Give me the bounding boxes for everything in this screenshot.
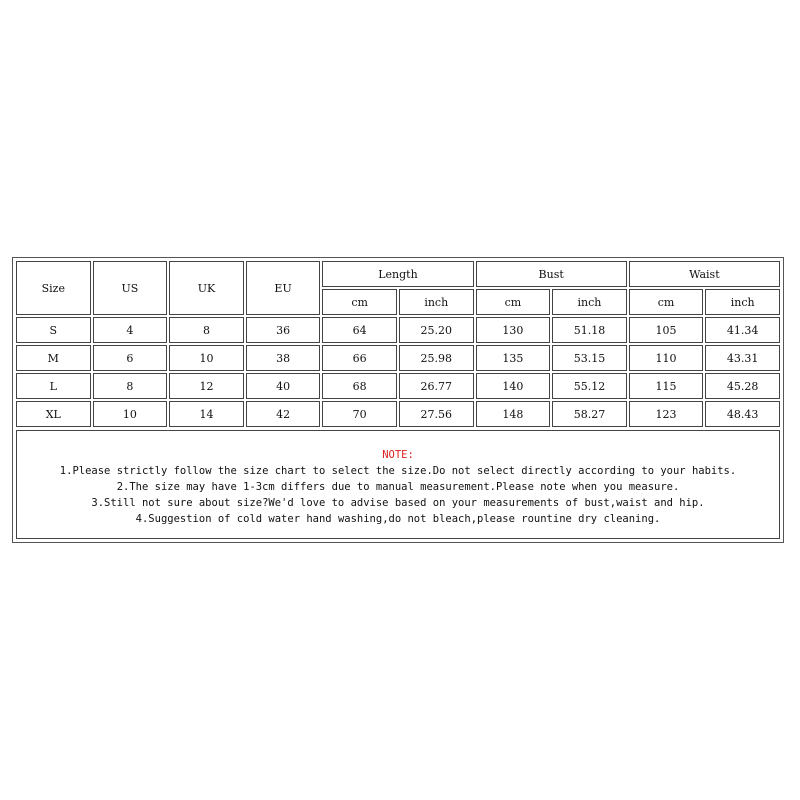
note-box: [16, 430, 780, 539]
header-bust-cm: cm: [476, 289, 551, 315]
cell-eu: 42: [246, 401, 321, 427]
header-us: US: [93, 261, 168, 315]
header-size: Size: [16, 261, 91, 315]
note-title: NOTE:: [382, 449, 414, 461]
cell-waist-inch: 45.28: [705, 373, 780, 399]
cell-bust-inch: 51.18: [552, 317, 627, 343]
header-waist: Waist: [629, 261, 780, 287]
size-chart-table: [14, 259, 782, 429]
note-line: 4.Suggestion of cold water hand washing,do not bleach,please rountine dry cleaning.: [135, 513, 661, 525]
note-line: 1.Please strictly follow the size chart to select the size.Do not select directly according to your habits.: [59, 465, 737, 477]
cell-us: 10: [93, 401, 168, 427]
note-line: 3.Still not sure about size?We'd love to advise based on your measurements of bust,waist and hip.: [91, 497, 705, 509]
header-length-cm: cm: [322, 289, 397, 315]
header-length: Length: [322, 261, 473, 287]
cell-length-cm: 68: [322, 373, 397, 399]
cell-size: M: [16, 345, 91, 371]
table-row: [16, 345, 780, 371]
cell-length-cm: 66: [322, 345, 397, 371]
header-bust-inch: inch: [552, 289, 627, 315]
cell-bust-cm: 140: [476, 373, 551, 399]
cell-uk: 14: [169, 401, 244, 427]
cell-waist-inch: 48.43: [705, 401, 780, 427]
cell-bust-cm: 135: [476, 345, 551, 371]
header-length-inch: inch: [399, 289, 474, 315]
cell-length-cm: 64: [322, 317, 397, 343]
cell-size: XL: [16, 401, 91, 427]
header-waist-inch: inch: [705, 289, 780, 315]
cell-waist-inch: 43.31: [705, 345, 780, 371]
cell-bust-inch: 53.15: [552, 345, 627, 371]
cell-eu: 36: [246, 317, 321, 343]
cell-waist-cm: 123: [629, 401, 704, 427]
cell-length-inch: 26.77: [399, 373, 474, 399]
cell-length-inch: 25.20: [399, 317, 474, 343]
cell-us: 6: [93, 345, 168, 371]
cell-us: 4: [93, 317, 168, 343]
cell-uk: 10: [169, 345, 244, 371]
cell-uk: 8: [169, 317, 244, 343]
cell-waist-cm: 105: [629, 317, 704, 343]
header-waist-cm: cm: [629, 289, 704, 315]
cell-waist-inch: 41.34: [705, 317, 780, 343]
table-row: [16, 373, 780, 399]
header-bust: Bust: [476, 261, 627, 287]
cell-eu: 38: [246, 345, 321, 371]
cell-bust-cm: 130: [476, 317, 551, 343]
header-eu: EU: [246, 261, 321, 315]
cell-bust-inch: 55.12: [552, 373, 627, 399]
cell-length-inch: 25.98: [399, 345, 474, 371]
cell-length-cm: 70: [322, 401, 397, 427]
cell-waist-cm: 110: [629, 345, 704, 371]
cell-us: 8: [93, 373, 168, 399]
cell-length-inch: 27.56: [399, 401, 474, 427]
header-row-top: [16, 261, 780, 287]
table-row: [16, 401, 780, 427]
note-line: 2.The size may have 1-3cm differs due to manual measurement.Please note when you measure.: [116, 481, 680, 493]
cell-size: S: [16, 317, 91, 343]
cell-bust-cm: 148: [476, 401, 551, 427]
cell-eu: 40: [246, 373, 321, 399]
table-row: [16, 317, 780, 343]
size-chart-frame: [12, 257, 784, 543]
header-uk: UK: [169, 261, 244, 315]
cell-uk: 12: [169, 373, 244, 399]
cell-waist-cm: 115: [629, 373, 704, 399]
cell-size: L: [16, 373, 91, 399]
cell-bust-inch: 58.27: [552, 401, 627, 427]
